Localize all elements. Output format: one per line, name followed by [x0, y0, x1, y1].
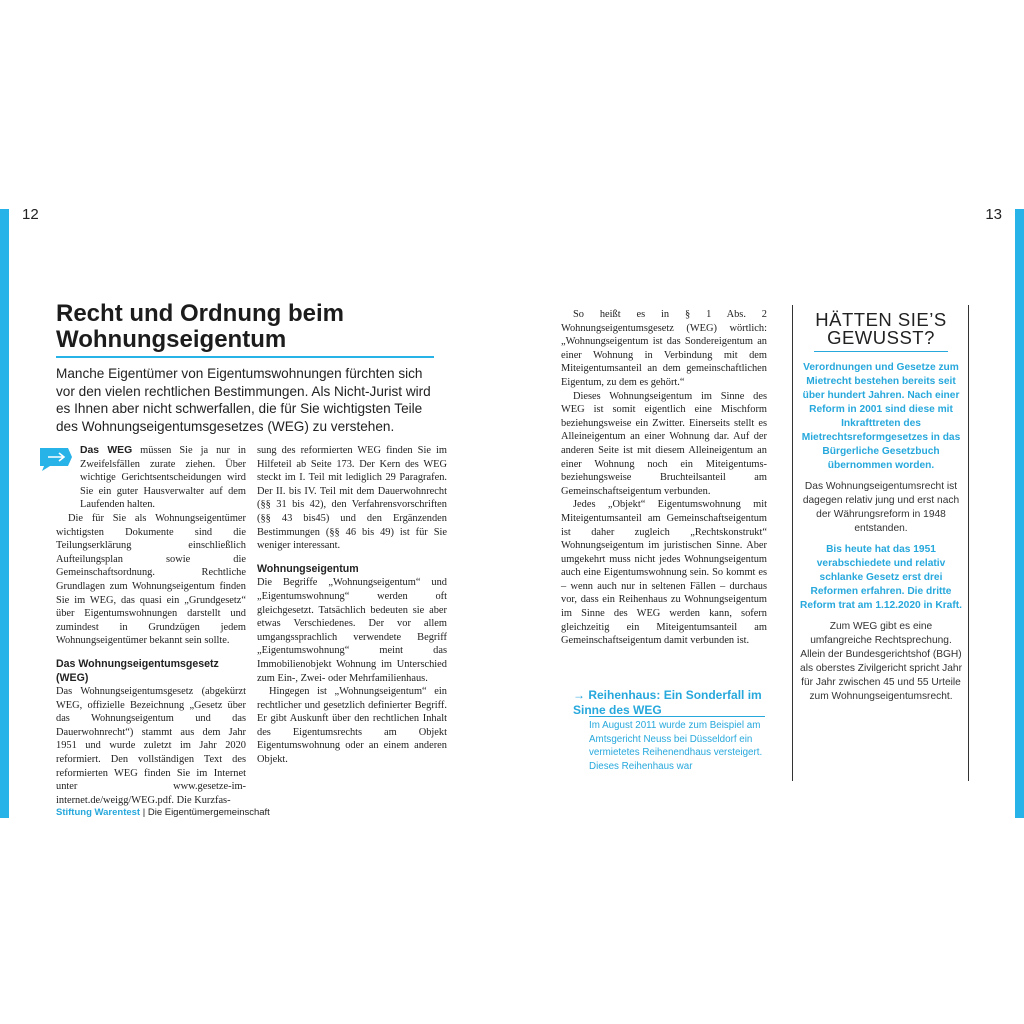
column-1	[56, 444, 246, 807]
page-number-left: 12	[22, 206, 39, 223]
infobox-paragraph-3: Bis heute hat das 1951 verabschiedete und relativ schlanke Gesetz erst drei Reformen erfahren. Die dritte Reform trat am 1.12.2020 in Kraft.	[800, 544, 962, 611]
footer-brand: Stiftung Warentest	[56, 807, 141, 818]
page-footer	[56, 807, 270, 818]
col1-paragraph-3: Das Wohnungseigentumsgesetz (abgekürzt WEG, offizielle Bezeichnung „Gesetz über das Wohnungseigentum und das Dauerwohnrecht“) stammt aus dem Jahr 1951 und wurde zuletzt im Jahr 2020 reformiert. Den vollständigen Text des reformierten WEG finden Sie im Internet unter www.gesetze-im-internet.de/weigg/WEG.pdf. Die Kurzfas-	[56, 686, 246, 806]
infobox-paragraph-1: Verordnungen und Gesetze zum Mietrecht bestehen bereits seit über hundert Jahren. Nach einer Reform in 2001 sind diese mit Inkrafttreten des Mietrechtsreformgesetzes in das Bürgerliche Gesetzbuch übernommen worden.	[801, 362, 961, 471]
col2-heading: Wohnungseigentum	[257, 562, 359, 575]
lead-bold: Das WEG	[80, 445, 133, 456]
arrow-right-icon: →	[573, 688, 585, 702]
col1-heading: Das Wohnungseigentumsgesetz (WEG)	[56, 657, 219, 684]
infobox-right-rule	[968, 305, 969, 781]
infobox-paragraph-4: Zum WEG gibt es eine umfangreiche Rechtsprechung. Allein der Bundesgerichtshof (BGH) als oberstes Zivilgericht spricht Jahr für Jahr zwischen 45 und 55 Urteile zum Wohnungseigentumsrecht.	[800, 621, 962, 702]
col1-paragraph-1	[56, 444, 246, 512]
infobox-title-rule	[814, 351, 948, 352]
page-number-right: 13	[985, 206, 1002, 223]
sidenote-heading	[573, 688, 765, 717]
sidenote-rule	[589, 716, 765, 717]
column-3	[561, 308, 767, 648]
lead-text: müssen Sie ja nur in Zweifelsfällen zurate ziehen. Über wichtige Gerichtsentscheidungen wird Sie ein guter Hausverwalter auf dem Laufenden halten.	[80, 445, 246, 511]
infobox-paragraph-2: Das Wohnungseigentumsrecht ist dagegen relativ jung und erst nach der Währungsreform in 1948 entstanden.	[802, 481, 960, 534]
right-edge-bar	[1015, 209, 1024, 818]
title-line-1: Recht und Ordnung beim	[56, 300, 344, 327]
infobox-title-line-2: GEWUSST?	[827, 327, 935, 348]
col3-paragraph-1: So heißt es in § 1 Abs. 2 Wohnungseigentumsgesetz (WEG) wörtlich: „Wohnungseigentum ist das Sondereigentum an einer Wohnung in Verbindung mit dem Miteigentumsanteil an dem gemeinschaftlichen Eigentum, zu dem es gehört.“	[561, 309, 767, 388]
col2-paragraph-1: sung des reformierten WEG finden Sie im Hilfeteil ab Seite 173. Der Kern des WEG steckt im I. Teil mit lediglich 29 Paragrafen. Der II. bis IV. Teil mit dem Dauerwohnrecht (§§ 31 bis 42), den Verfahrensvorschriften (§§ 43 bis45) und den Ergänzenden Bestimmungen (§§ 46 bis 49) ist für Sie weniger interessant.	[257, 445, 447, 552]
footer-book-title: Die Eigentümergemeinschaft	[147, 807, 270, 818]
col3-paragraph-3: Jedes „Objekt“ Eigentumswohnung mit Miteigentumsanteil am Gemeinschaftseigentum ist daher zugleich „Rechtskonstrukt“ Wohnungseigentum im juristischen Sinne. Aber umgekehrt muss nicht jedes Wohnungseigentum auch eine Eigentumswohnung sein. So kommt es – wenn auch nur in seltenen Fällen – durchaus vor, dass ein Reihenhaus zu Wohnungseigentum im Sinne des WEG werden kann, sofern gleichzeitig ein Miteigentumsanteil am Gemeinschaftseigentum damit verbunden ist.	[561, 499, 767, 647]
infobox-title-line-1: HÄTTEN SIE’S	[815, 309, 947, 330]
title-underline	[56, 356, 434, 358]
sidenote-text: Im August 2011 wurde zum Beispiel am Amtsgericht Neuss bei Düsseldorf ein vermietetes Reihenendhaus versteigert. Dieses Reihenhaus war	[589, 720, 763, 772]
title-line-2: Wohnungseigentum	[56, 326, 287, 353]
col3-paragraph-2: Dieses Wohnungseigentum im Sinne des WEG ist somit eigentlich eine Mischform beziehungsweise ein Zwitter. Einerseits stellt es Alleineigentum an einer Wohnung dar. Auf der anderen Seite ist mit diesem Alleineigentum an einer Wohnung noch ein Miteigentums- beziehungsweise Bruchteilsanteil am Gemeinschaftseigentum verbunden.	[561, 390, 767, 497]
column-2	[257, 444, 447, 767]
article-intro: Manche Eigentümer von Eigentumswohnungen fürchten sich vor den vielen rechtlichen Bestimmungen. Als Nicht-Jurist wird es Ihnen aber nicht schwerfallen, die für Sie wichtigsten Teile des Wohnungseigentumsgesetzes (WEG) zu verstehen.	[56, 366, 431, 434]
col2-paragraph-3: Hingegen ist „Wohnungseigentum“ ein rechtlicher und gesetzlich definierter Begriff. Er gibt Auskunft über den rechtlichen Inhalt des Eigentumsrechts am Objekt Eigentumswohnung oder an einem anderen Objekt.	[257, 686, 447, 766]
col2-paragraph-2: Die Begriffe „Wohnungseigentum“ und „Eigentumswohnung“ werden oft gleichgesetzt. Tatsächlich bedeuten sie aber etwas Verschiedenes. Der vor allem umgangssprachlich verwendete Begriff „Eigentumswohnung“ meint das Immobilienobjekt Wohnung im Unterschied zum Ein-, Zwei- oder Mehrfamilienhaus.	[257, 577, 447, 684]
infobox-left-rule	[792, 305, 793, 781]
infobox-title	[800, 311, 962, 347]
col1-paragraph-2: Die für Sie als Wohnungseigentümer wichtigsten Dokumente sind die Teilungserklärung einschließlich Aufteilungsplan sowie die Gemeinschaftsordnung. Rechtliche Grundlagen zum Wohnungseigentum finden Sie im WEG, das quasi ein „Grundgesetz“ über Eigentumswohnungen darstellt und zumindest in Grundzügen jedem Wohnungseigentümer bekannt sein sollte.	[56, 512, 246, 647]
left-edge-bar	[0, 209, 9, 818]
article-title	[56, 301, 436, 353]
footer-separator: |	[140, 807, 148, 818]
infobox-body	[800, 361, 962, 711]
sidenote-title: Reihenhaus: Ein Sonderfall im Sinne des WEG	[573, 688, 762, 717]
